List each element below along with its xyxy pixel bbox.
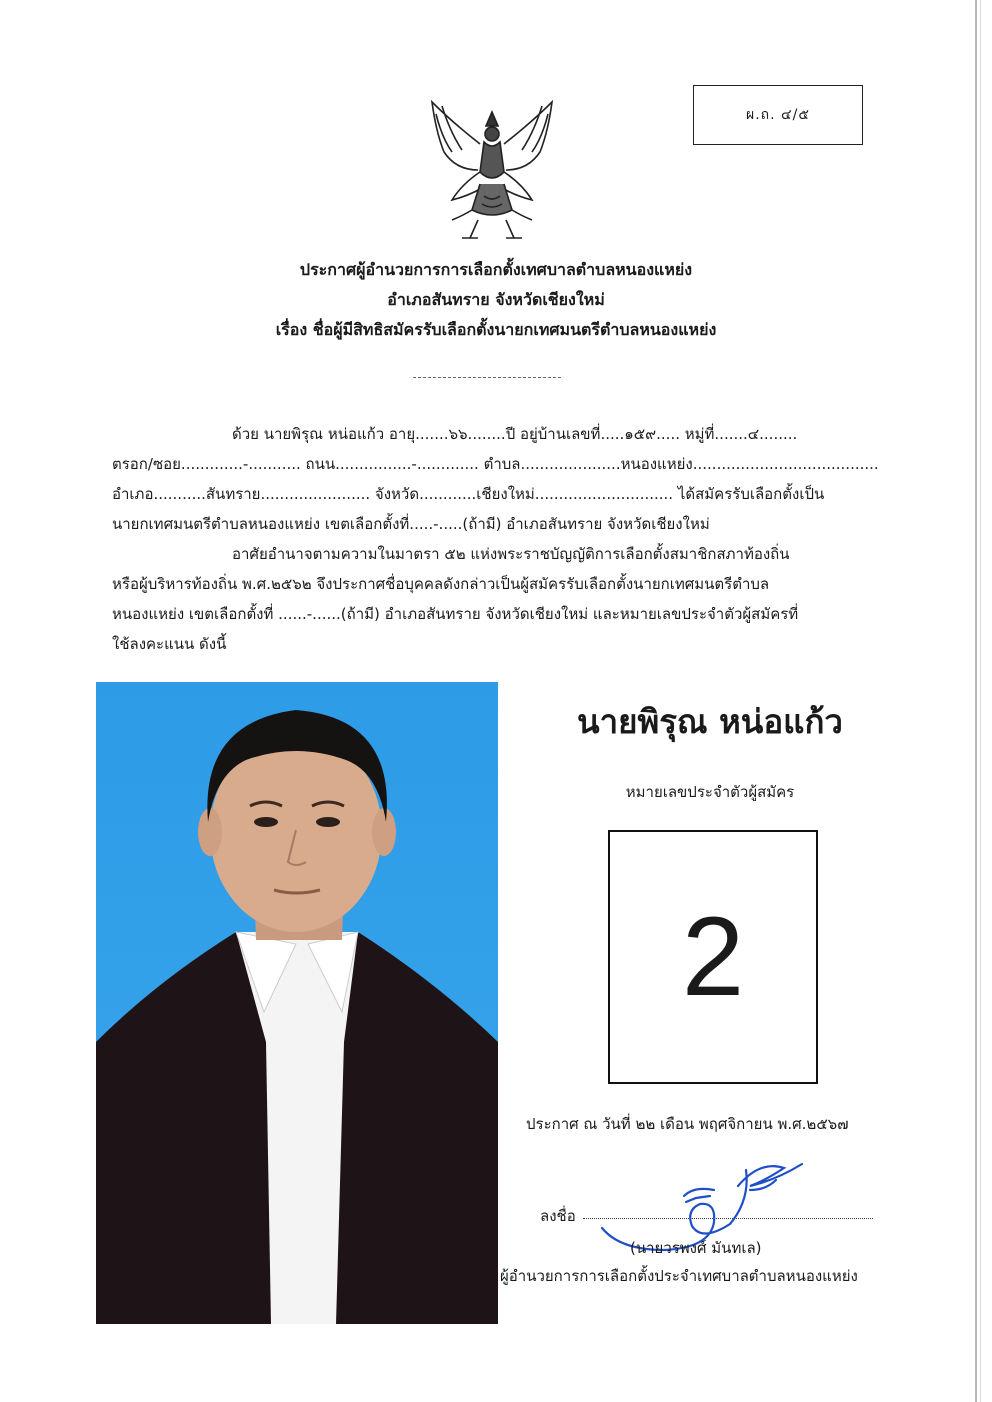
candidate-number-label: หมายเลขประจำตัวผู้สมัคร [625,783,795,801]
heading-subject: เรื่อง ชื่อผู้มีสิทธิสมัครรับเลือกตั้งนายกเทศมนตรีตำบลหนองแหย่ง [275,320,717,339]
scan-edge-secondary [980,0,981,1402]
form-code: ผ.ถ. ๔/๕ [746,107,810,123]
form-code-box [693,85,863,145]
body-line-1: ด้วย นายพิรุณ หน่อแก้ว อายุ.......๖๖........ปี อยู่บ้านเลขที่.....๑๕๙..... หมู่ที่.......๔........ [232,425,798,443]
garuda-emblem-icon [422,92,562,244]
candidate-number-box [608,830,818,1084]
heading-divider [413,377,561,378]
body-line-4: นายกเทศมนตรีตำบลหนองแหย่ง เขตเลือกตั้งที่.....-.....(ถ้ามี) อำเภอสันทราย จังหวัดเชียงใหม่ [112,515,710,533]
candidate-portrait-icon [96,682,498,1324]
body-line-5: อาศัยอำนาจตามความในมาตรา ๕๒ แห่งพระราชบัญญัติการเลือกตั้งสมาชิกสภาท้องถิ่น [232,545,790,563]
candidate-number: 2 [681,894,745,1019]
signer-name: (นายวรพงศ์ มันทเล) [630,1239,762,1257]
body-line-8: ใช้ลงคะแนน ดังนี้ [112,635,227,653]
announcement-date: ประกาศ ณ วันที่ ๒๒ เดือน พฤศจิกายน พ.ศ.๒๕๖๗ [526,1115,849,1133]
candidate-name: นายพิรุณ หน่อแก้ว [577,702,843,741]
heading-line-1: ประกาศผู้อำนวยการการเลือกตั้งเทศบาลตำบลหนองแหย่ง [299,260,693,279]
signer-title: ผู้อำนวยการการเลือกตั้งประจำเทศบาลตำบลหนองแหย่ง [500,1267,858,1285]
body-line-7: หนองแหย่ง เขตเลือกตั้งที่ ......-......(ถ้ามี) อำเภอสันทราย จังหวัดเชียงใหม่ และหมายเลขประจำตัวผู้สมัครที่ [112,605,799,623]
body-line-6: หรือผู้บริหารท้องถิ่น พ.ศ.๒๕๖๒ จึงประกาศชื่อบุคคลดังกล่าวเป็นผู้สมัครรับเลือกตั้งนายกเทศมนตรีตำบล [112,575,770,593]
scan-edge [975,0,977,1402]
candidate-photo [96,682,498,1324]
body-line-3: อำเภอ...........สันทราย....................... จังหวัด............เชียงใหม่............................. ได้สมัครรับเลือกตั้งเป็น [112,485,825,503]
body-line-2: ตรอก/ซอย.............-........... ถนน................-............. ตำบล.....................หนองแหย่ง....................................... [112,455,879,473]
heading-line-2: อำเภอสันทราย จังหวัดเชียงใหม่ [387,290,605,309]
sign-label: ลงชื่อ [540,1207,576,1225]
